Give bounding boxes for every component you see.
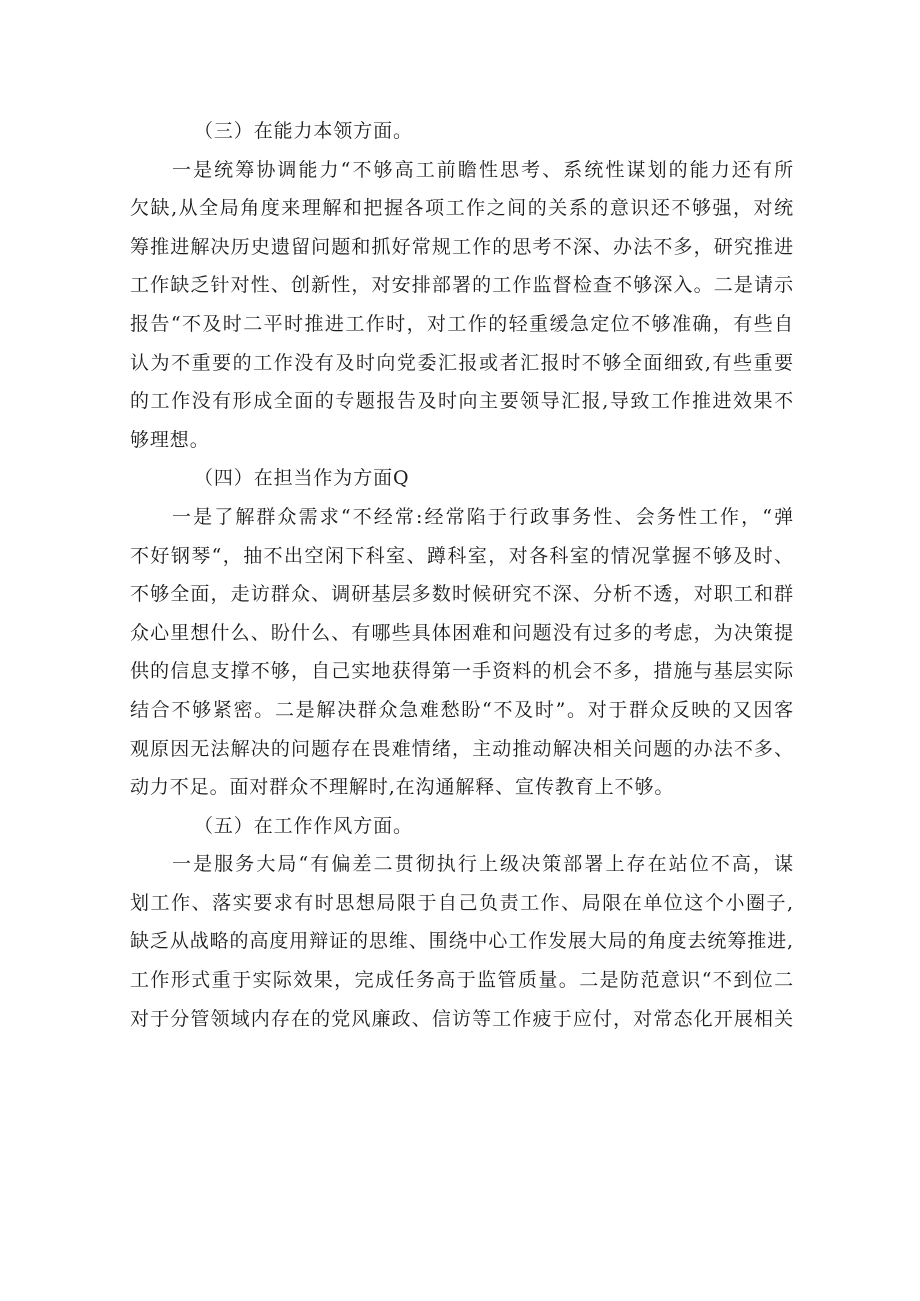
paragraph-line: 一是统筹协调能力“不够高工前瞻性思考、系统性谋划的能力还有所: [172, 158, 794, 181]
paragraph-line: 对于分管领域内存在的党风廉政、信访等工作疲于应付，对常态化开展相关: [130, 1007, 794, 1030]
paragraph-line: 一是了解群众需求“不经常:经常陷于行政事务性、会务性工作，“弹: [172, 505, 794, 528]
paragraph-line: 动力不足。面对群众不理解时,在沟通解释、宣传教育上不够。: [130, 776, 675, 799]
section-heading-4: （四）在担当作为方面Q: [194, 467, 410, 490]
paragraph-line: 筹推进解决历史遗留问题和抓好常规工作的思考不深、办法不多，研究推进: [130, 235, 794, 258]
paragraph-line: 划工作、落实要求有时思想局限于自己负责工作、局限在单位这个小圈子,: [130, 891, 794, 914]
paragraph-line: 不好钢琴“，抽不出空闲下科室、蹲科室，对各科室的情况掌握不够及时、: [130, 544, 794, 567]
paragraph-line: 结合不够紧密。二是解决群众急难愁盼“不及时”。对于群众反映的又因客: [130, 698, 794, 721]
paragraph-line: 工作缺乏针对性、创新性，对安排部署的工作监督检查不够深入。二是请示: [130, 274, 794, 297]
paragraph-line: 供的信息支撑不够，自己实地获得第一手资料的机会不多，措施与基层实际: [130, 660, 794, 683]
paragraph-line: 一是服务大局“有偏差二贯彻执行上级决策部署上存在站位不高，谋: [172, 853, 794, 876]
paragraph-line: 众心里想什么、盼什么、有哪些具体困难和问题没有过多的考虑，为决策提: [130, 621, 794, 644]
paragraph-line: 的工作没有形成全面的专题报告及时向主要领导汇报,导致工作推进效果不: [130, 390, 794, 413]
paragraph-line: 欠缺,从全局角度来理解和把握各项工作之间的关系的意识还不够强，对统: [130, 197, 794, 220]
paragraph-line: 够理想。: [130, 428, 210, 451]
paragraph-line: 不够全面，走访群众、调研基层多数时候研究不深、分析不透，对职工和群: [130, 583, 794, 606]
paragraph-line: 缺乏从战略的高度用辩证的思维、围绕中心工作发展大局的角度去统筹推进,: [130, 930, 794, 953]
paragraph-line: 报告“不及时二平时推进工作时，对工作的轻重缓急定位不够准确，有些自: [130, 312, 794, 335]
paragraph-line: 认为不重要的工作没有及时向党委汇报或者汇报时不够全面细致,有些重要: [130, 351, 794, 374]
section-heading-3: （三）在能力本领方面。: [194, 120, 413, 142]
document-body: [130, 112, 794, 1038]
section-heading-5: （五）在工作作风方面。: [194, 814, 413, 837]
paragraph-line: 工作形式重于实际效果，完成任务高于监管质量。二是防范意识“不到位二: [130, 969, 794, 992]
paragraph-line: 观原因无法解决的问题存在畏难情绪，主动推动解决相关问题的办法不多、: [130, 737, 794, 760]
